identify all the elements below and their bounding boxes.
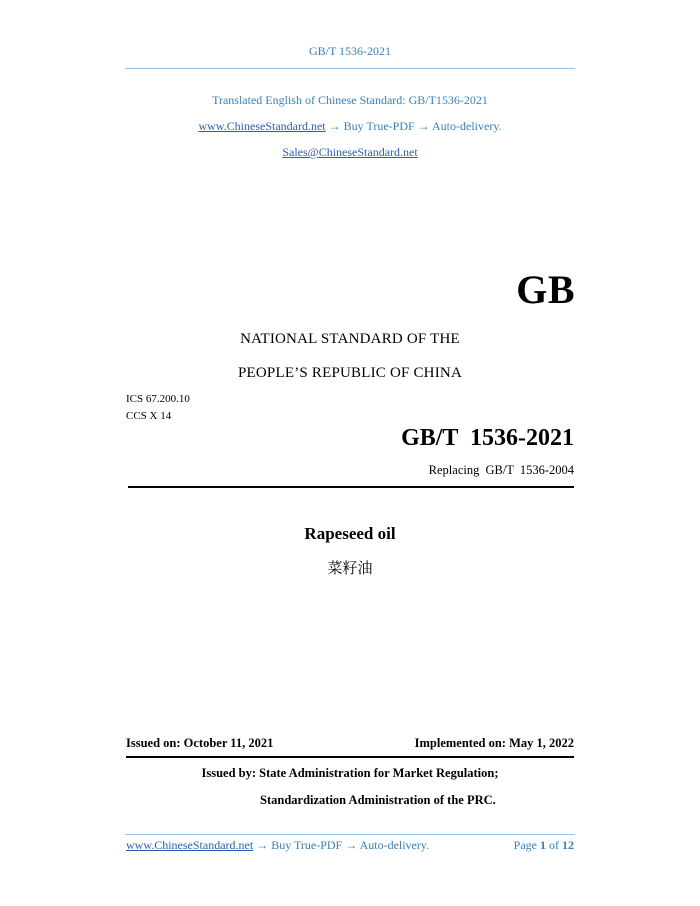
site-link[interactable]: www.ChineseStandard.net <box>198 119 326 133</box>
email-line <box>0 145 700 160</box>
footer-promo-text: → Buy True-PDF → Auto-delivery. <box>253 838 430 852</box>
of-word: of <box>549 838 559 852</box>
dates-divider <box>126 756 574 758</box>
ics-code: ICS 67.200.10 <box>126 393 190 405</box>
national-standard-line-2: PEOPLE’S REPUBLIC OF CHINA <box>238 365 462 381</box>
national-standard-line-1: NATIONAL STANDARD OF THE <box>240 331 460 347</box>
document-title-english: Rapeseed oil <box>304 524 396 543</box>
promo-line <box>0 119 700 134</box>
issued-date: Issued on: October 11, 2021 <box>126 736 274 750</box>
issuer-line-1: Issued by: State Administration for Market Regulation; <box>201 766 499 780</box>
promo-text: → Buy True-PDF → Auto-delivery. <box>325 119 502 133</box>
page-indicator <box>450 838 574 853</box>
standard-number: GB/T 1536-2021 <box>401 425 574 451</box>
footer-divider <box>125 834 575 835</box>
ccs-code: CCS X 14 <box>126 410 172 422</box>
implemented-date: Implemented on: May 1, 2022 <box>414 736 574 750</box>
page-word: Page <box>513 838 537 852</box>
replacing-note: Replacing GB/T 1536-2004 <box>428 463 574 477</box>
gb-logo: GB <box>516 267 575 312</box>
title-divider <box>128 486 574 488</box>
page-current: 1 <box>540 838 546 852</box>
footer-promo <box>126 838 429 853</box>
email-link[interactable]: Sales@ChineseStandard.net <box>282 145 418 159</box>
header-divider <box>125 68 575 69</box>
running-header-title: GB/T 1536-2021 <box>308 44 392 58</box>
document-title-chinese: 菜籽油 <box>327 559 373 577</box>
issuer-line-2: Standardization Administration of the PRC. <box>260 793 496 807</box>
page-total: 12 <box>562 838 574 852</box>
footer-site-link[interactable]: www.ChineseStandard.net <box>126 838 254 852</box>
translation-notice: Translated English of Chinese Standard: GB/T1536-2021 <box>212 93 488 107</box>
